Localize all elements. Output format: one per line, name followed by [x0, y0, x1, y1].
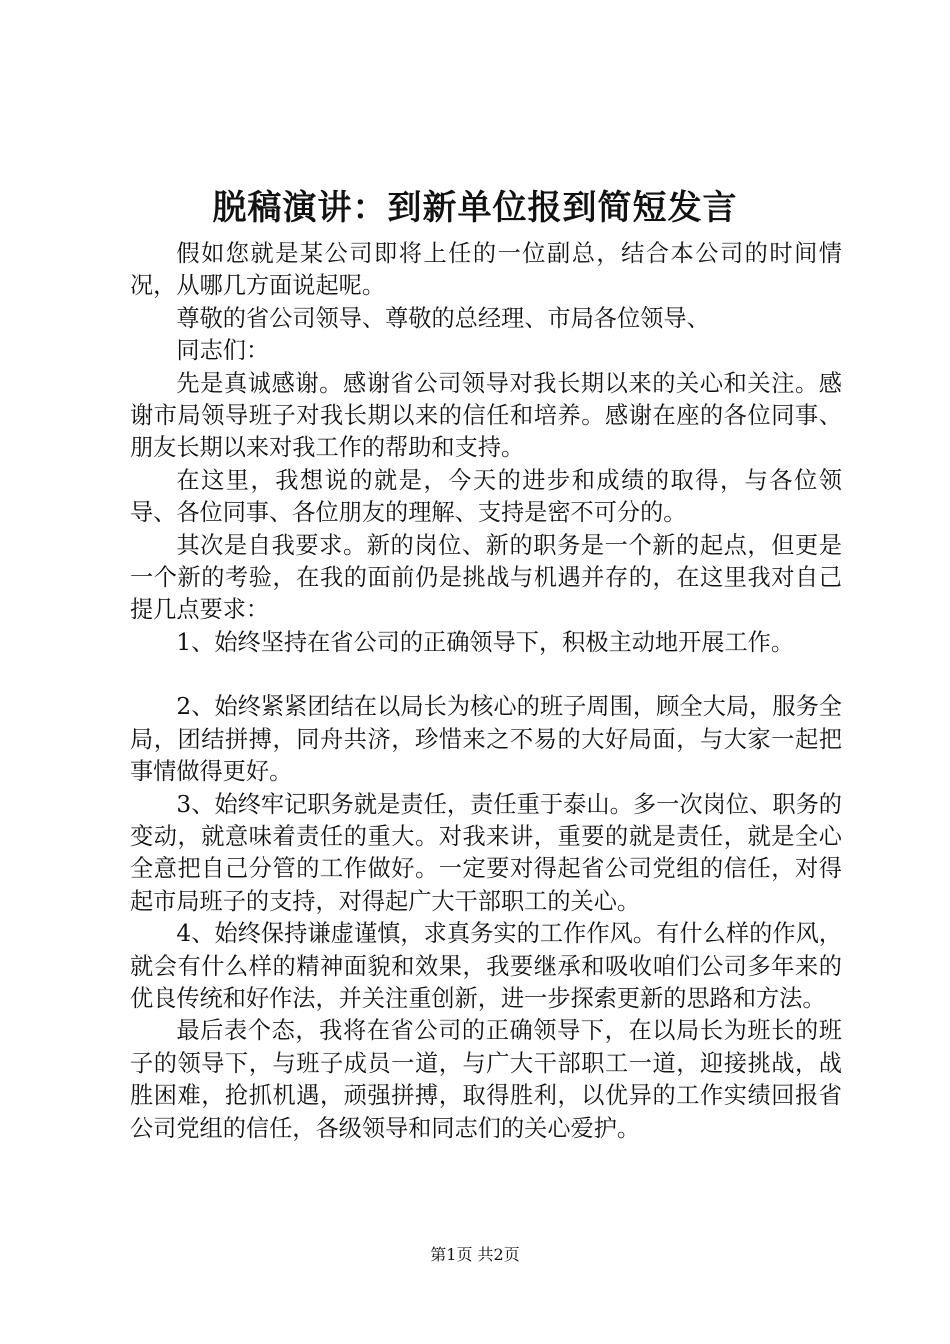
paragraph-point-2: 2、始终紧紧团结在以局长为核心的班子周围，顾全大局，服务全局，团结拼搏，同舟共济，珍惜来之不易的大好局面，与大家一起把事情做得更好。	[130, 693, 842, 786]
paragraph-point-1: 1、始终坚持在省公司的正确领导下，积极主动地开展工作。	[176, 628, 795, 656]
paragraph-gap	[130, 659, 842, 691]
document-title: 脱稿演讲：到新单位报到简短发言	[212, 188, 738, 228]
document-body	[130, 238, 842, 1145]
paragraph-greeting: 同志们：	[176, 337, 270, 365]
page-number-footer: 第1页 共2页	[430, 1245, 520, 1264]
paragraph-thanks: 先是真诚感谢。感谢省公司领导对我长期以来的关心和关注。感谢市局领导班子对我长期以来的信任和培养。感谢在座的各位同事、朋友长期以来对我工作的帮助和支持。	[130, 369, 842, 462]
paragraph-closing: 最后表个态，我将在省公司的正确领导下，在以局长为班长的班子的领导下，与班子成员一道，与广大干部职工一道，迎接挑战，战胜困难，抢抓机遇，顽强拼搏，取得胜利，以优异的工作实绩回报省公司党组的信任，各级领导和同志们的关心爱护。	[130, 1017, 842, 1142]
paragraph-salutation: 尊敬的省公司领导、尊敬的总经理、市局各位领导、	[176, 304, 710, 332]
paragraph-point-3: 3、始终牢记职务就是责任，责任重于泰山。多一次岗位、职务的变动，就意味着责任的重大。对我来讲，重要的就是责任，就是全心全意把自己分管的工作做好。一定要对得起省公司党组的信任，对得起市局班子的支持，对得起广大干部职工的关心。	[130, 790, 842, 915]
paragraph-intro: 假如您就是某公司即将上任的一位副总，结合本公司的时间情况，从哪几方面说起呢。	[130, 240, 842, 300]
paragraph-point-4: 4、始终保持谦虚谨慎，求真务实的工作作风。有什么样的作风，就会有什么样的精神面貌和效果，我要继承和吸收咱们公司多年来的优良传统和好作法，并关注重创新，进一步探索更新的思路和方法。	[130, 920, 842, 1012]
paragraph-requirements: 其次是自我要求。新的岗位、新的职务是一个新的起点，但更是一个新的考验，在我的面前仍是挑战与机遇并存的，在这里我对自己提几点要求：	[130, 531, 842, 624]
paragraph-here: 在这里，我想说的就是，今天的进步和成绩的取得，与各位领导、各位同事、各位朋友的理解、支持是密不可分的。	[130, 466, 842, 527]
